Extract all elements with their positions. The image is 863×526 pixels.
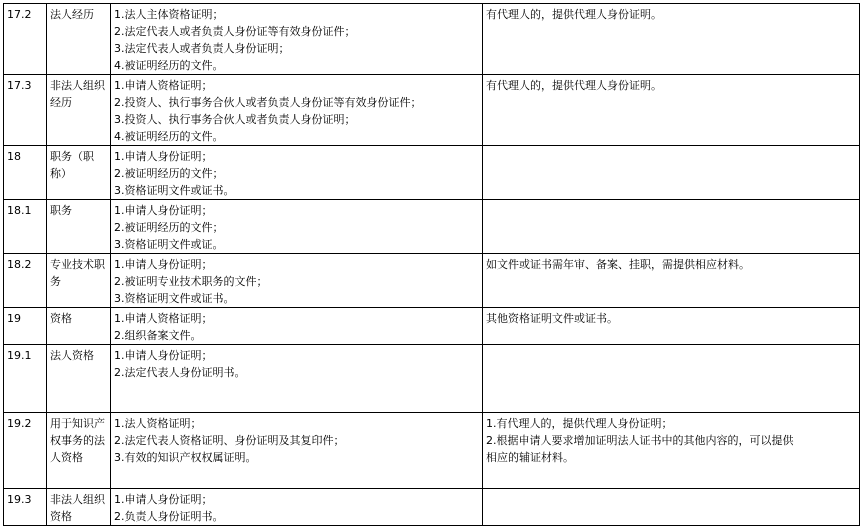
material-line: 3.有效的知识产权权属证明。 — [114, 451, 257, 464]
table-row — [4, 4, 860, 75]
item-number: 19.1 — [4, 345, 47, 413]
material-line: 3.资格证明文件或证书。 — [114, 184, 235, 197]
material-line: 1.申请人身份证明； — [114, 493, 213, 506]
material-line: 3.法定代表人或者负责人身份证明； — [114, 42, 290, 55]
remarks-cell — [483, 308, 860, 345]
table-row — [4, 75, 860, 146]
remarks-cell — [483, 254, 860, 308]
material-line: 2.负责人身份证明书。 — [114, 510, 224, 523]
material-line: 2.被证明经历的文件； — [114, 221, 224, 234]
item-name: 法人经历 — [47, 4, 111, 75]
remarks-cell — [483, 489, 860, 526]
remarks-cell — [483, 146, 860, 200]
table-row — [4, 254, 860, 308]
item-number: 18.2 — [4, 254, 47, 308]
table-row — [4, 308, 860, 345]
material-line: 1.申请人身份证明； — [114, 349, 213, 362]
material-line: 2.法定代表人身份证明书。 — [114, 366, 246, 379]
remarks-cell — [483, 200, 860, 254]
item-number: 18 — [4, 146, 47, 200]
remark-line: 1.有代理人的，提供代理人身份证明； — [486, 417, 673, 430]
material-line: 2.法定代表人或者负责人身份证等有效身份证件； — [114, 25, 356, 38]
item-name: 非法人组织资格 — [47, 489, 111, 526]
requirements-table — [3, 3, 860, 526]
item-name: 法人资格 — [47, 345, 111, 413]
item-name: 职务 — [47, 200, 111, 254]
item-name: 职务（职称） — [47, 146, 111, 200]
item-name: 专业技术职务 — [47, 254, 111, 308]
materials-cell — [111, 413, 483, 489]
material-line: 3.资格证明文件或证。 — [114, 238, 224, 251]
material-line: 2.投资人、执行事务合伙人或者负责人身份证等有效身份证件； — [114, 96, 422, 109]
table-row — [4, 345, 860, 413]
item-name: 非法人组织经历 — [47, 75, 111, 146]
remarks-cell — [483, 75, 860, 146]
materials-cell — [111, 345, 483, 413]
material-line: 1.法人资格证明； — [114, 417, 202, 430]
material-line: 1.法人主体资格证明； — [114, 8, 224, 21]
material-line: 1.申请人身份证明； — [114, 150, 213, 163]
material-line: 1.申请人资格证明； — [114, 312, 213, 325]
item-number: 19.2 — [4, 413, 47, 489]
remark-line: 相应的辅证材料。 — [486, 451, 574, 464]
item-number: 19.3 — [4, 489, 47, 526]
remark-line: 其他资格证明文件或证书。 — [486, 312, 618, 325]
material-line: 1.申请人资格证明； — [114, 79, 213, 92]
item-number: 19 — [4, 308, 47, 345]
item-name: 资格 — [47, 308, 111, 345]
remark-line: 2.根据申请人要求增加证明法人证书中的其他内容的，可以提供 — [486, 434, 794, 447]
material-line: 1.申请人身份证明； — [114, 204, 213, 217]
material-line: 2.被证明经历的文件； — [114, 167, 224, 180]
remarks-cell — [483, 413, 860, 489]
material-line: 2.法定代表人资格证明、身份证明及其复印件； — [114, 434, 345, 447]
remark-line: 如文件或证书需年审、备案、挂职，需提供相应材料。 — [486, 258, 750, 271]
table-row — [4, 200, 860, 254]
material-line: 3.投资人、执行事务合伙人或者负责人身份证明； — [114, 113, 356, 126]
materials-cell — [111, 200, 483, 254]
materials-cell — [111, 146, 483, 200]
material-line: 4.被证明经历的文件。 — [114, 130, 224, 143]
materials-cell — [111, 4, 483, 75]
table-row — [4, 413, 860, 489]
material-line: 3.资格证明文件或证书。 — [114, 292, 235, 305]
item-name: 用于知识产权事务的法人资格 — [47, 413, 111, 489]
materials-cell — [111, 308, 483, 345]
item-number: 18.1 — [4, 200, 47, 254]
table-row — [4, 146, 860, 200]
remark-line: 有代理人的，提供代理人身份证明。 — [486, 79, 662, 92]
materials-cell — [111, 254, 483, 308]
materials-cell — [111, 75, 483, 146]
item-number: 17.3 — [4, 75, 47, 146]
material-line: 1.申请人身份证明； — [114, 258, 213, 271]
table-row — [4, 489, 860, 526]
material-line: 2.组织备案文件。 — [114, 329, 202, 342]
remarks-cell — [483, 4, 860, 75]
material-line: 2.被证明专业技术职务的文件； — [114, 275, 268, 288]
remarks-cell — [483, 345, 860, 413]
item-number: 17.2 — [4, 4, 47, 75]
remark-line: 有代理人的，提供代理人身份证明。 — [486, 8, 662, 21]
materials-cell — [111, 489, 483, 526]
material-line: 4.被证明经历的文件。 — [114, 59, 224, 72]
